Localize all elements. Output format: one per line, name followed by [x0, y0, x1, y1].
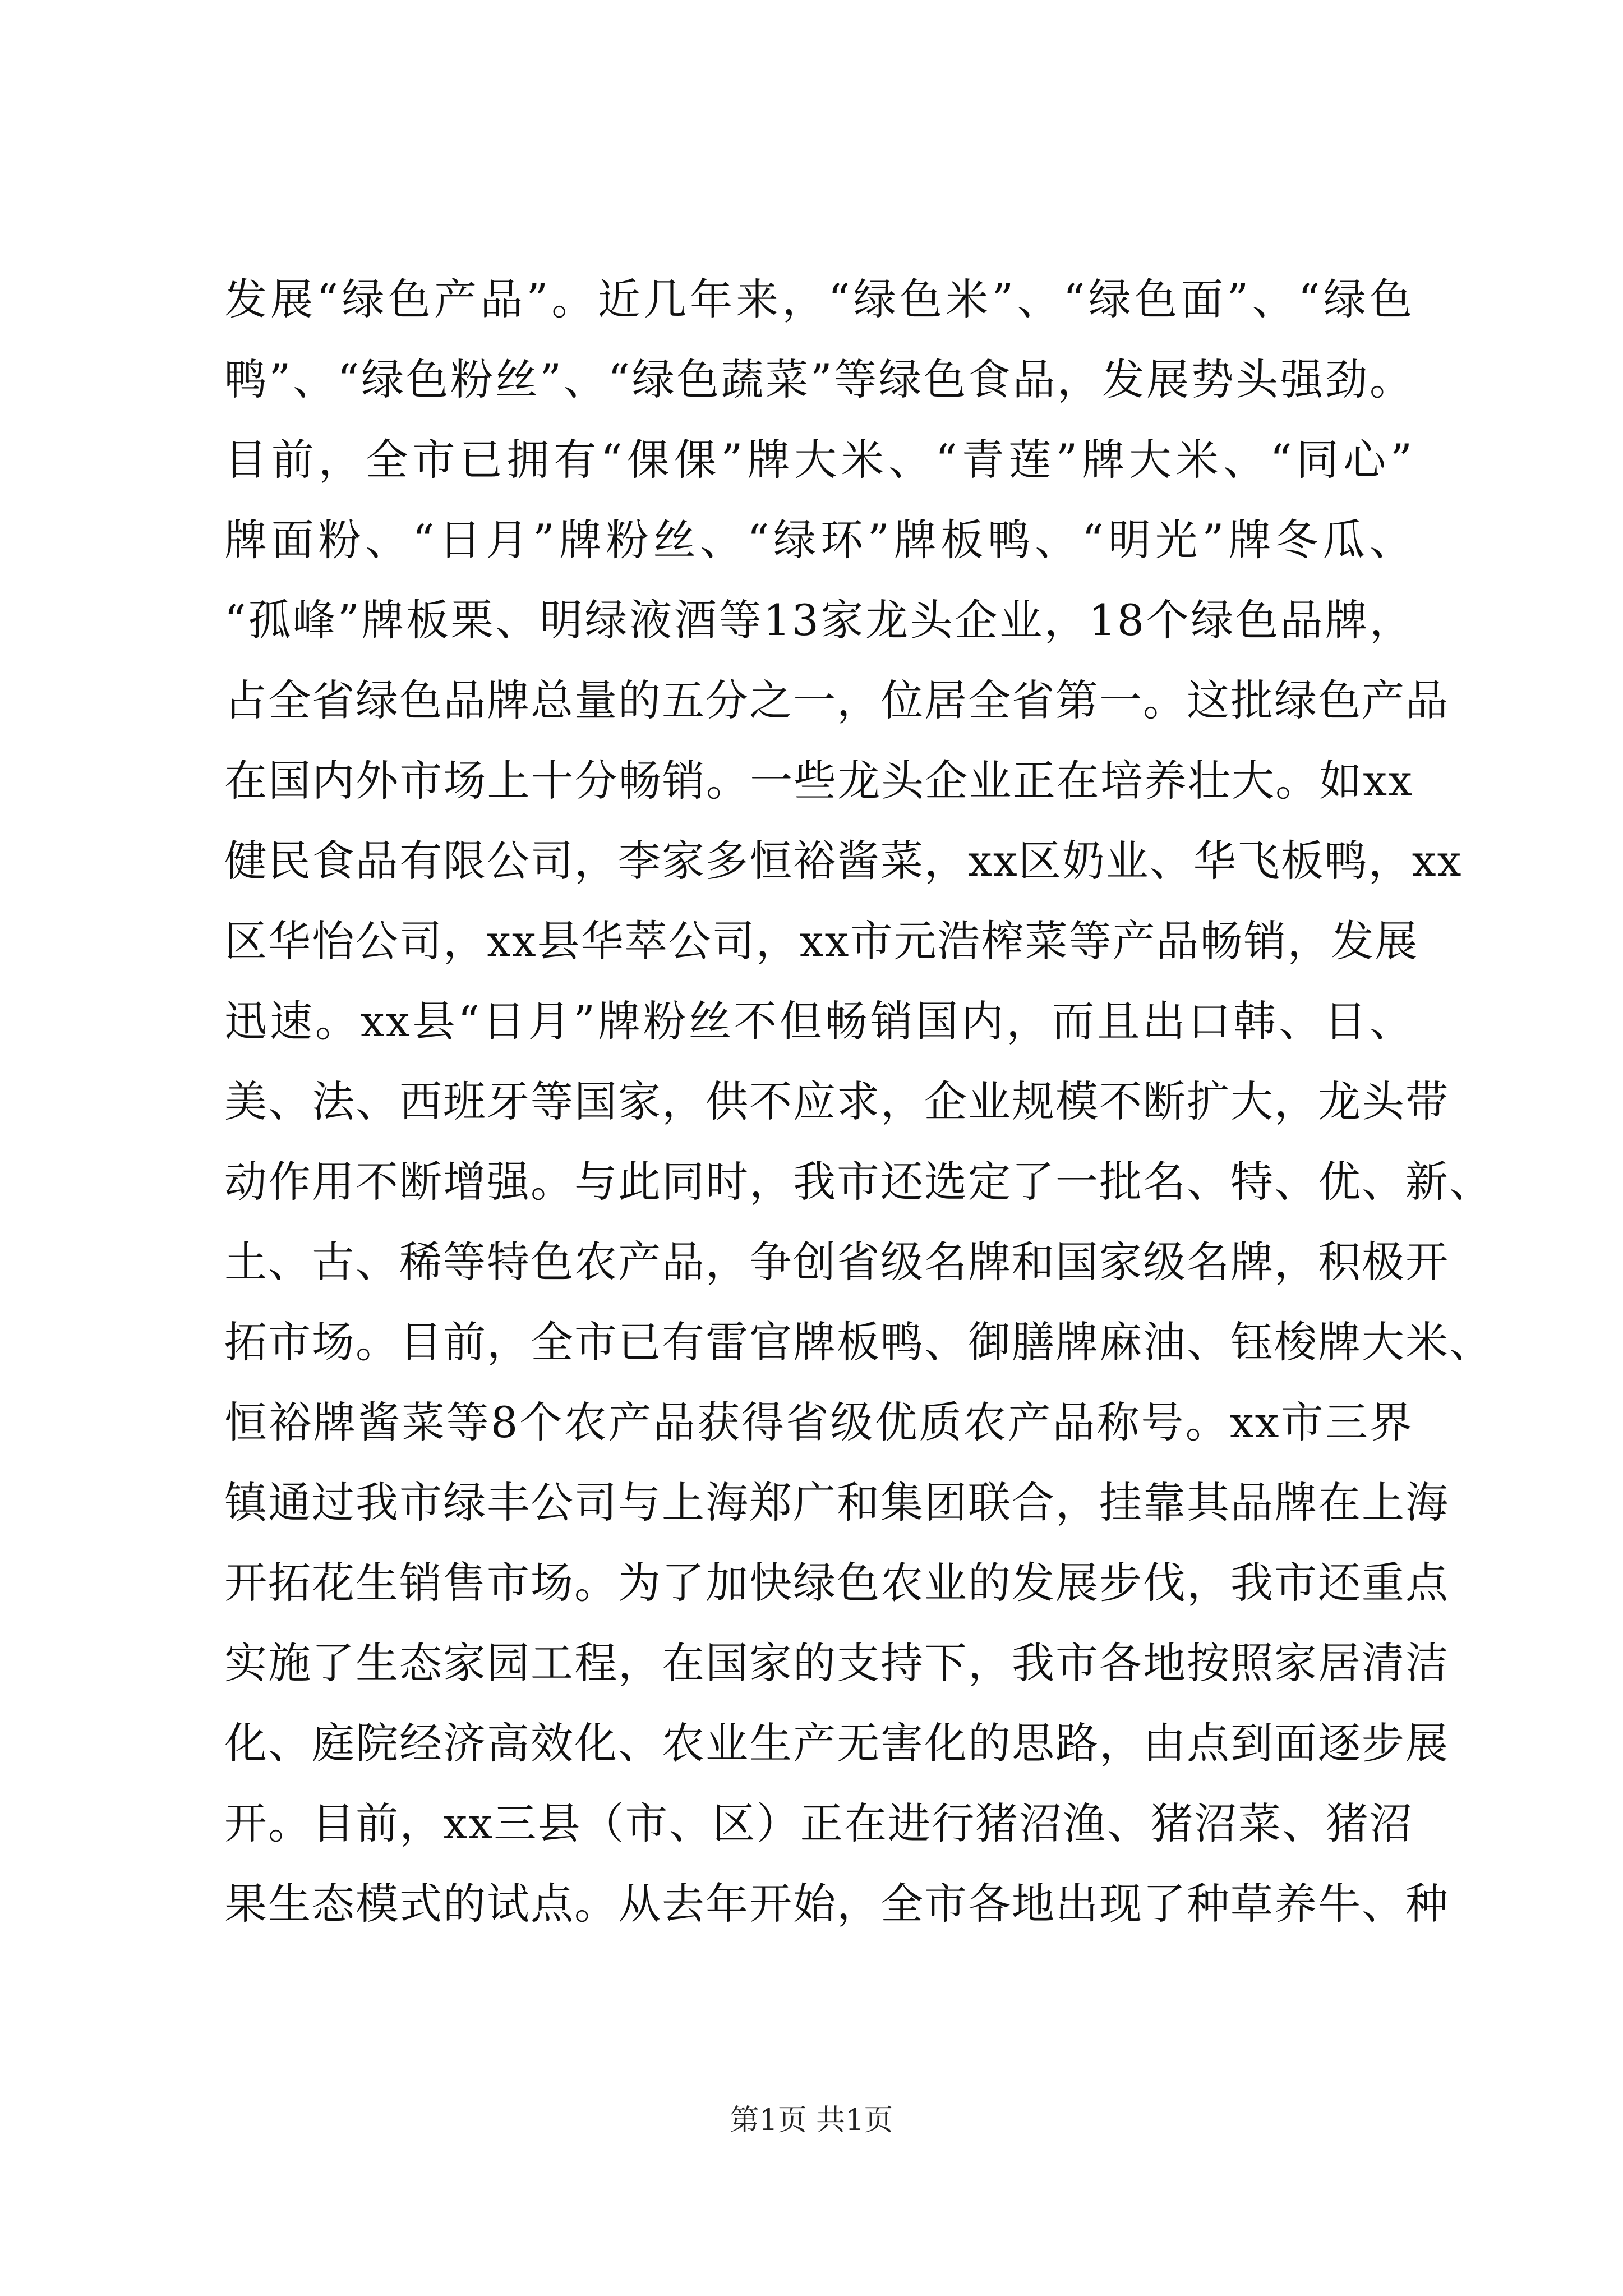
text-line: 迅速。xx县“日月”牌粉丝不但畅销国内，而且出口韩、日、	[224, 996, 1413, 1046]
text-line: 拓市场。目前，全市已有雷官牌板鸭、御膳牌麻油、钰梭牌大米、	[224, 1317, 1493, 1367]
text-line: 开。目前，xx三县（市、区）正在进行猪沼渔、猪沼菜、猪沼	[224, 1798, 1413, 1848]
text-line: 土、古、稀等特色农产品，争创省级名牌和国家级名牌，积极开	[224, 1237, 1449, 1287]
text-line: 在国内外市场上十分畅销。一些龙头企业正在培养壮大。如xx	[224, 756, 1413, 806]
text-line: 镇通过我市绿丰公司与上海郑广和集团联合，挂靠其品牌在上海	[224, 1478, 1449, 1527]
text-line: 健民食品有限公司，李家多恒裕酱菜，xx区奶业、华飞板鸭，xx	[224, 836, 1463, 886]
text-line: 美、法、西班牙等国家，供不应求，企业规模不断扩大，龙头带	[224, 1076, 1449, 1126]
text-line: 动作用不断增强。与此同时，我市还选定了一批名、特、优、新、	[224, 1157, 1493, 1207]
text-line: 牌面粉、“日月”牌粉丝、“绿环”牌板鸭、“明光”牌冬瓜、	[224, 515, 1413, 565]
text-line: 开拓花生销售市场。为了加快绿色农业的发展步伐，我市还重点	[224, 1558, 1449, 1608]
text-line: 区华怡公司，xx县华萃公司，xx市元浩榨菜等产品畅销，发展	[224, 916, 1419, 966]
text-line: 实施了生态家园工程，在国家的支持下，我市各地按照家居清洁	[224, 1638, 1449, 1688]
text-line: 果生态模式的试点。从去年开始，全市各地出现了种草养牛、种	[224, 1879, 1449, 1929]
text-line: 恒裕牌酱菜等8个农产品获得省级优质农产品称号。xx市三界	[224, 1397, 1413, 1447]
text-line: 化、庭院经济高效化、农业生产无害化的思路，由点到面逐步展	[224, 1718, 1449, 1768]
text-line: 鸭”、“绿色粉丝”、“绿色蔬菜”等绿色食品，发展势头强劲。	[224, 355, 1413, 404]
page-number-footer: 第1页 共1页	[730, 2104, 893, 2137]
text-line: 发展“绿色产品”。近几年来，“绿色米”、“绿色面”、“绿色	[224, 274, 1413, 324]
body-paragraph	[224, 259, 1493, 1944]
text-line: 目前，全市已拥有“倮倮”牌大米、“青莲”牌大米、“同心”	[224, 435, 1413, 485]
text-line: “孤峰”牌板栗、明绿液酒等13家龙头企业，18个绿色品牌，	[224, 595, 1413, 645]
text-line: 占全省绿色品牌总量的五分之一，位居全省第一。这批绿色产品	[224, 675, 1449, 725]
